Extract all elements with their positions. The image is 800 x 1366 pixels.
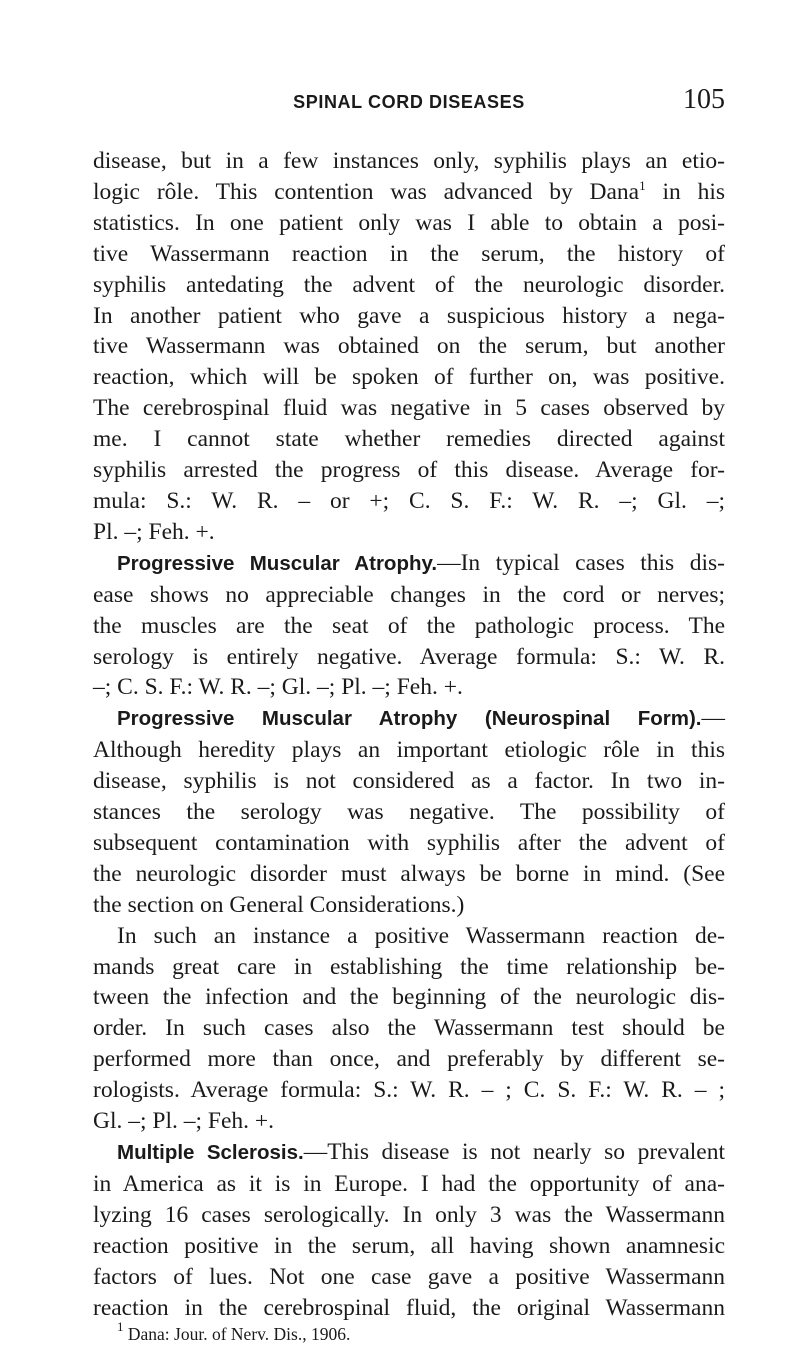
text-line: ease shows no appreciable changes in the cord or nerves;	[93, 581, 725, 608]
text-line: the muscles are the seat of the pathologic process. The	[93, 612, 725, 639]
running-head	[93, 84, 725, 132]
text-line: reaction, which will be spoken of further on, was positive.	[93, 364, 725, 391]
text-line: statistics. In one patient only was I able to obtain a posi-	[93, 209, 725, 236]
text-line: –; C. S. F.: W. R. –; Gl. –; Pl. –; Feh. +.	[93, 674, 463, 701]
footnote	[93, 1319, 725, 1345]
text-line: In another patient who gave a suspicious history a nega-	[93, 302, 725, 329]
section-heading: Multiple Sclerosis.	[117, 1141, 304, 1164]
text-line: order. In such cases also the Wassermann test should be	[93, 1015, 725, 1042]
text-line: factors of lues. Not one case gave a positive Wassermann	[93, 1263, 725, 1290]
body-text	[93, 146, 725, 1323]
text-line: syphilis arrested the progress of this disease. Average for-	[93, 457, 725, 484]
book-page	[93, 84, 725, 1345]
text-line: reaction positive in the serum, all having shown anamnesic	[93, 1232, 725, 1259]
text-line: disease, but in a few instances only, syphilis plays an etio-	[93, 148, 725, 174]
text-line: In such an instance a positive Wassermann reaction de-	[117, 922, 725, 949]
page-number: 105	[683, 84, 725, 115]
text-line	[93, 703, 725, 735]
text-segment: —This disease is not nearly so prevalent	[303, 1139, 725, 1165]
paragraph-neurospinal-form	[93, 703, 725, 920]
text-line: the section on General Considerations.)	[93, 891, 465, 918]
text-line	[93, 1137, 725, 1169]
text-line: subsequent contamination with syphilis after the advent of	[93, 829, 725, 856]
section-heading: Progressive Muscular Atrophy (Neurospinal Form).	[117, 707, 702, 731]
text-line: me. I cannot state whether remedies directed against	[93, 426, 725, 453]
text-line	[93, 548, 725, 580]
paragraph-multiple-sclerosis	[93, 1137, 725, 1323]
text-line: the neurologic disorder must always be borne in mind. (See	[93, 860, 725, 887]
text-line: mula: S.: W. R. – or +; C. S. F.: W. R. –; Gl. –;	[93, 487, 725, 514]
text-segment: —In typical cases this dis-	[437, 549, 725, 576]
text-line: lyzing 16 cases serologically. In only 3 was the Wassermann	[93, 1201, 725, 1228]
text-line: performed more than once, and preferably by different se-	[93, 1046, 725, 1073]
text-line: tive Wassermann reaction in the serum, the history of	[93, 240, 725, 267]
text-line: The cerebrospinal fluid was negative in 5 cases observed by	[93, 395, 725, 422]
text-line: serology is entirely negative. Average formula: S.: W. R.	[93, 643, 725, 670]
footnote-text: Dana: Jour. of Nerv. Dis., 1906.	[123, 1324, 351, 1345]
footnote-ref: 1	[639, 177, 646, 193]
paragraph-positive-wassermann	[93, 921, 725, 1137]
text-line: stances the serology was negative. The possibility of	[93, 799, 725, 826]
text-line: disease, syphilis is not considered as a factor. In two in-	[93, 768, 725, 795]
text-line: tween the infection and the beginning of the neurologic dis-	[93, 984, 725, 1011]
text-line	[93, 177, 725, 208]
section-heading: Progressive Muscular Atrophy.	[117, 551, 438, 575]
text-line: mands great care in establishing the time relationship be-	[93, 953, 725, 980]
text-segment: —	[701, 705, 725, 732]
text-line: Pl. –; Feh. +.	[93, 518, 215, 545]
footnote-marker: 1	[117, 1319, 124, 1335]
text-line: Although heredity plays an important etiologic rôle in this	[93, 737, 725, 764]
paragraph-syphilis-etiology	[93, 146, 725, 548]
text-line: reaction in the cerebrospinal fluid, the original Wassermann	[93, 1294, 725, 1321]
text-line: Gl. –; Pl. –; Feh. +.	[93, 1108, 275, 1135]
text-segment: in his	[645, 178, 725, 205]
text-line: rologists. Average formula: S.: W. R. – ; C. S. F.: W. R. – ;	[93, 1077, 725, 1104]
text-line: syphilis antedating the advent of the neurologic disorder.	[93, 271, 725, 298]
text-segment: logic rôle. This contention was advanced by Dana	[93, 178, 640, 205]
text-line: tive Wassermann was obtained on the serum, but another	[93, 333, 725, 360]
running-title: SPINAL CORD DISEASES	[293, 92, 525, 112]
paragraph-progressive-muscular-atrophy	[93, 548, 725, 704]
text-line: in America as it is in Europe. I had the opportunity of ana-	[93, 1170, 725, 1197]
